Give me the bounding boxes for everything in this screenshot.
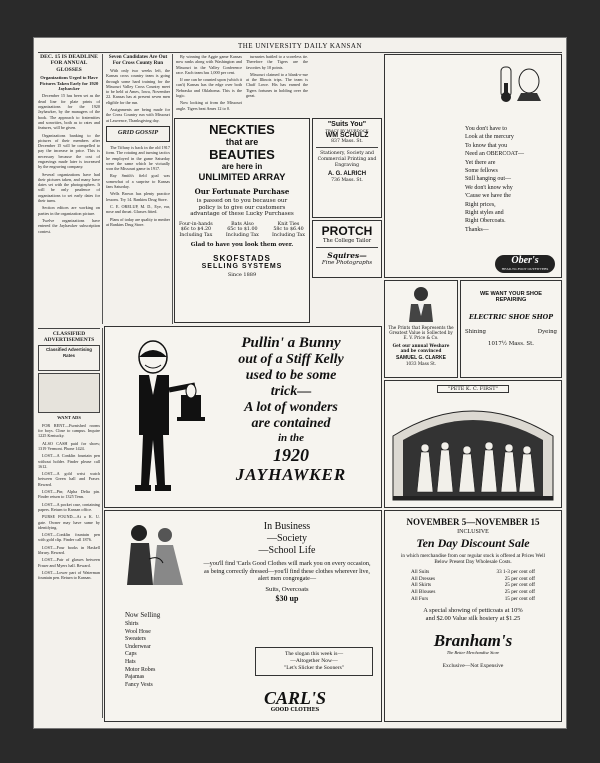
- aldrich-name: A. G. ALRICH: [327, 171, 367, 178]
- price-knit-ties: [272, 222, 305, 239]
- poem-line: Some fellows: [465, 168, 498, 175]
- column-divider: [102, 328, 103, 718]
- discount-value: 25 per cent off: [504, 589, 535, 596]
- discount-value: 25 per cent off: [504, 575, 535, 582]
- schulz-ad: [312, 118, 382, 218]
- price-note: Including Tax: [225, 232, 259, 238]
- carls-copy: [197, 521, 377, 604]
- jayhawker-year: 1920: [273, 445, 309, 465]
- gossip-paragraph: C. E. ORELUP, M. D., Eye, ear, nose and throat. Glasses fitted.: [106, 203, 170, 215]
- dec15-paragraph: Several organizations have had their pictures taken, and many have dates set with the photographers. It will be only prudence of organizations to set early dates for their turns.: [38, 171, 100, 204]
- shoe-address: 1017½ Mass. St.: [488, 341, 534, 347]
- discount-row: [411, 589, 535, 596]
- classified-item: LOST—Conklin fountain pen with gold clip. Finder call 1876.: [38, 532, 100, 543]
- shining-label: Shining: [465, 329, 487, 335]
- obers-logo: [495, 255, 555, 273]
- poem-line: Need an OBERCOAT—: [465, 151, 524, 158]
- discount-item: All Suits: [411, 568, 430, 575]
- neckties-line: that are: [225, 137, 259, 147]
- price-label: Bats Also: [231, 221, 254, 227]
- classified-info-box: [38, 373, 100, 413]
- neckties-policy: is passed on to you because our policy is to give our customers advantage of these Lucky Purchases: [190, 198, 294, 218]
- branhams-exclusive: Exclusive—Not Expensive: [442, 662, 504, 669]
- price-label: Four-in-hands: [179, 221, 213, 227]
- branhams-ad: [384, 510, 562, 722]
- theater-stage-illustration: [389, 396, 557, 504]
- neckties-ad: [174, 118, 310, 323]
- dec15-paragraph: Twelve organizations have entered the Jayhawker subscription contest.: [38, 217, 100, 234]
- neckties-line: are here in: [221, 162, 263, 171]
- now-selling-item: Fancy Vests: [125, 681, 153, 688]
- obers-logo-text: Ober's: [511, 255, 539, 266]
- neckties-prices: [179, 222, 305, 239]
- discount-item: All Dresses: [411, 575, 436, 582]
- branhams-discount-table: [411, 569, 535, 603]
- poem-line: Yet there are: [465, 159, 496, 166]
- slogan-line: The slogan this week is—: [284, 651, 344, 657]
- classified-item: LOST—A gold wrist watch between Green hall and Fraser. Reward.: [38, 471, 100, 487]
- classified-rule: [38, 328, 100, 329]
- carls-suits: Suits, Overcoats: [265, 585, 309, 593]
- price-note: Including Tax: [179, 232, 213, 238]
- squires-name: Squires—: [327, 251, 367, 260]
- skofstads-logo-sub: SELLING SYSTEMS: [201, 262, 283, 270]
- classified-item: ALSO CASH paid for shoes; 1319 Vermont. Phone 1424.: [38, 440, 100, 451]
- price-note: Including Tax: [272, 232, 305, 238]
- theater-label: "PETE K. C. FIRST": [437, 385, 509, 393]
- grid-gossip-box: [106, 126, 170, 142]
- poem-line: 'Cause we have the: [465, 193, 511, 200]
- dec15-paragraph: Organizations banking to the pictures of their members after December 15 will be compelled to pay the increase in price. This is necessary because the cost of engravings made later is increased by the engraving company.: [38, 132, 100, 170]
- cross-country-headline: Seven Candidates Are Out For Cross County Run: [108, 54, 168, 66]
- neckties-line: UNLIMITED ARRAY: [198, 172, 286, 183]
- poem-line: Right styles and: [465, 210, 504, 217]
- classified-item: LOST—A pocket case, containing papers. Return to Kansan office.: [38, 501, 100, 512]
- jayhawker-line: out of a Stiff Kelly: [238, 352, 344, 367]
- masthead-rule: [38, 52, 562, 53]
- protch-name: PROTCH: [321, 224, 373, 238]
- discount-value: 25 per cent off: [504, 582, 535, 589]
- jayhawker-line: used to be some: [245, 368, 337, 383]
- obers-logo-sub: HEAD-TO-FOOT OUTFITTERS: [501, 267, 549, 271]
- branhams-sale-title: Ten Day Discount Sale: [416, 536, 530, 550]
- suits-you: "Suits You": [327, 121, 367, 128]
- classified-item: LOST—A Conklin fountain pen without holder. Finder please call 1612.: [38, 453, 100, 469]
- poem-line: To know that you: [465, 142, 508, 149]
- classified-item: FOR RENT—Furnished rooms for boys. Close to campus. Inquire 1225 Kentucky.: [38, 422, 100, 439]
- carls-ad: [104, 510, 382, 722]
- discount-value: 15 per cent off: [504, 596, 535, 602]
- carls-logo-sub: GOOD CLOTHES: [270, 707, 320, 713]
- obers-ad: [384, 54, 562, 278]
- tigers-paragraph: Missouri claimed to a blank-o-rue at the Illinois trips. The team is Chaff Lowe. His has earned the Tigers fortunes in holding over the great.: [246, 71, 308, 99]
- column-2: [106, 54, 170, 322]
- now-selling-list: [125, 611, 195, 689]
- discount-row: [411, 596, 535, 603]
- now-selling-item: Hats: [125, 658, 136, 665]
- poem-line: Still hanging out—: [465, 176, 512, 183]
- carls-school: —School Life: [258, 545, 316, 556]
- gossip-paragraph: Plans of today are quality to mmber at Rankins Drug Store.: [106, 216, 171, 227]
- dyeing-label: Dyeing: [537, 329, 557, 335]
- price-four-in-hands: [179, 222, 213, 239]
- cross-country-paragraph: Assignments are being made for the Cross Country run with Missouri at Lawrence, Thanksgiving day.: [106, 107, 170, 123]
- price-bats: [226, 222, 259, 239]
- slogan-line: "Let's Slicker the Sooners": [283, 665, 345, 671]
- column-divider: [172, 54, 173, 324]
- carls-body: —you'll find 'Carls Good Clothes will mark you on every occasion, as being correctly dressed—you'll find these clothes wherever live, alert men congregate—: [203, 560, 371, 583]
- carls-logo: [215, 689, 375, 713]
- poem-line: Right Obercoats.: [465, 218, 506, 225]
- football-paragraph: Now looking at from the Missouri angle. Tigers beat Ames 12 to 0.: [176, 100, 242, 111]
- column-4: [246, 54, 308, 104]
- jayhawker-title: JAYHAWKER: [235, 465, 347, 484]
- jayhawker-ad: [104, 326, 382, 508]
- classified-rates-label: Classified Advertising Rates: [46, 347, 92, 358]
- schulz-divider: [316, 147, 378, 148]
- branhams-logo-sub: The Better Merchandise Store: [446, 649, 500, 655]
- jayhawker-line: in the: [278, 432, 304, 444]
- stationery-text: Stationery, Society and Commercial Printing and Engraving: [317, 151, 377, 168]
- now-selling-item: Sweaters: [125, 636, 146, 643]
- neckties-subtitle: Our Fortunate Purchase: [194, 187, 290, 196]
- gossip-paragraph: Wells Brown has plenty practice lessons. Try 14. Rankins Drug Store.: [106, 191, 170, 202]
- clarke-text: The Prints that Represents the Greatest Value is Sollected by E. V. Price & Co.: [388, 325, 454, 341]
- price-label: Knit Ties: [277, 221, 300, 227]
- gossip-paragraph: Ray Smith's field goal was somewhat of a surprise to Kansas fans Saturday.: [106, 173, 170, 190]
- cross-country-paragraph: With only two weeks left, the Kansas cross country team is going through some hard training for the Missouri Valley Cross Country meet to be held at Ames, Iowa, November 22. Kansas has at present seven men eligible for the run.: [106, 68, 170, 105]
- carls-society: —Society: [267, 533, 307, 544]
- classified-item: LOST—Lower part of Waterman fountain pen. Return to Kansan.: [38, 569, 100, 581]
- now-selling-title: Now Selling: [125, 611, 161, 619]
- poem-line: Look at the mercury: [465, 134, 514, 141]
- couple-illustration: [113, 519, 193, 589]
- branhams-inclusive: INCLUSIVE: [457, 529, 489, 535]
- schulz-name: WM SCHULZ: [325, 132, 369, 140]
- neckties-line: BEAUTIES: [209, 147, 275, 162]
- schulz-address: 837 Mass. St.: [331, 138, 363, 144]
- column-3: [176, 54, 242, 111]
- carls-in-business: In Business: [263, 521, 311, 532]
- poem-line: Right prices,: [465, 201, 496, 208]
- clarke-ad: [384, 280, 458, 378]
- thermometer-illustration: [495, 63, 545, 103]
- poem-text: [465, 125, 524, 234]
- dec15-subhead: Organizations Urged to Have Pictures Taken Early for 1920 Jayhawker: [39, 75, 99, 92]
- discount-value: 33 1-3 per cent off: [496, 568, 535, 575]
- dec15-headline: DEC. 15 IS DEADLINE FOR ANNUAL GLOSSES: [40, 54, 98, 73]
- price-value: 65c to $1.00: [227, 227, 258, 233]
- price-value: 58c to $6.40: [273, 227, 304, 233]
- aldrich-address: 736 Mass. St.: [331, 177, 363, 183]
- tracy: TRACY BY MURDOCK: [325, 127, 369, 133]
- now-selling-item: Shirts: [125, 621, 139, 627]
- jayhawker-copy: [205, 335, 377, 484]
- poem-line: Thanks—: [465, 226, 489, 233]
- classified-rates-box: [38, 345, 100, 371]
- football-paragraph: If one can be counted upon (which it can't) Kansas has the edge over both Nebraska and Oklahoma. This is the logic.: [176, 77, 242, 99]
- branhams-dates: NOVEMBER 5—NOVEMBER 15: [406, 517, 540, 527]
- classified-title: CLASSIFIED ADVERTISEMENTS: [43, 331, 95, 344]
- carls-price: $30 up: [275, 593, 299, 603]
- poem-line: We don't know why: [465, 184, 513, 191]
- fine-photographs: Fine Photographs: [321, 260, 373, 266]
- discount-item: All Blouses: [411, 589, 436, 596]
- shoe-repair-ad: [460, 280, 562, 378]
- jayhawker-line: trick—: [270, 384, 312, 399]
- grid-gossip-title: GRID GOSSIP: [117, 128, 159, 136]
- carls-logo-text: CARL'S: [263, 688, 327, 708]
- jayhawker-line: A lot of wonders: [244, 400, 338, 415]
- masthead: THE UNIVERSITY DAILY KANSAN: [237, 42, 363, 50]
- poem-line: You don't have to: [465, 126, 507, 132]
- magician-illustration: [115, 335, 205, 500]
- column-1: [38, 54, 100, 322]
- neckties-footer: Glad to have you look them over.: [190, 241, 294, 248]
- clarke-sub: Get our annual Weshare and be convinced: [392, 342, 450, 353]
- branhams-hose: and $2.00 Value silk hosiery at $1.25: [425, 614, 521, 622]
- shoe-title: WE WANT YOUR SHOE REPAIRING: [479, 291, 543, 303]
- man-portrait-illustration: [403, 284, 439, 322]
- branhams-description: in which merchandise from our regular stock is offered at Prices Well Below Present Day Wholesale Costs.: [400, 553, 546, 566]
- now-selling-item: Motor Robes: [125, 666, 156, 673]
- now-selling-item: Pajamas: [125, 674, 145, 681]
- classified-item: LOST—Pin; Alpha Delta pin. Finder return to 1325 Tenn.: [38, 489, 100, 500]
- neckties-title: NECKTIES: [209, 122, 275, 137]
- since-1889: Since 1889: [227, 271, 257, 278]
- newspaper-page: [34, 38, 566, 728]
- discount-item: All Skirts: [411, 582, 432, 589]
- skofstads-logo: SKOFSTADS: [213, 253, 271, 263]
- theater-ad: [384, 380, 562, 508]
- want-ads-title: WANT ADS: [57, 415, 81, 421]
- price-value: $6c to $4.20: [180, 227, 212, 233]
- protch-ad: [312, 220, 382, 278]
- now-selling-item: Underwear: [125, 643, 151, 650]
- clarke-address: 1033 Mass St.: [405, 361, 437, 367]
- clarke-name: SAMUEL G. CLARKE: [396, 355, 446, 362]
- tigers-paragraph: turnaries battled to a scoreless tie. Therefore the Tigers are the favorites by 10 points.: [246, 54, 308, 70]
- protch-divider: [316, 247, 378, 248]
- gossip-paragraph: The Tiffany is back in the old 1917 form. The rotating and turning tactics he employed in the game Saturday were the same which he victually won the Missouri game in 1917.: [106, 144, 170, 172]
- branhams-logo: [391, 631, 555, 655]
- jayhawker-line: Pullin' a Bunny: [241, 335, 341, 351]
- slogan-line: —Altogether Now—: [290, 658, 338, 664]
- discount-item: All Furs: [411, 596, 429, 602]
- branhams-special: A special showing of petticoats at 10%: [423, 606, 523, 614]
- protch-sub: The College Tailor: [322, 238, 372, 244]
- classified-item: PURSE FOUND—At a K. U. gate. Owner may have same by identifying.: [38, 514, 100, 530]
- column-divider: [102, 54, 103, 324]
- jayhawker-line: are contained: [251, 416, 331, 431]
- electric-shoe-shop: ELECTRIC SHOE SHOP: [468, 313, 554, 321]
- classified-column: [38, 328, 100, 723]
- branhams-logo-text: Branham's: [433, 630, 513, 650]
- now-selling-item: Wool Hose: [125, 628, 151, 635]
- dec15-paragraph: December 15 has been set as the dead line for plate prints of organizations for the 1920 Jayhawker, by the managers of the book. The approach to fraternities and sororities, both as to rates and features, will be given.: [38, 93, 100, 131]
- shoe-services: [465, 329, 557, 335]
- football-paragraph: By winning the Aggie game Kansas now ranks along with Washington and Missouri in the Valley Conference race. Each team has 1,000 per cent.: [176, 54, 242, 75]
- dec15-paragraph: Section editors are working on parties in the organization picture.: [38, 205, 100, 216]
- slogan-box: [255, 647, 373, 676]
- now-selling-item: Caps: [125, 651, 137, 658]
- classified-item: LOST—Four books in Haskell library. Reward.: [38, 544, 100, 556]
- discount-row: [411, 569, 535, 576]
- classified-item: LOST—Pair of glasses between Fraser and Myers hall. Reward.: [38, 557, 100, 568]
